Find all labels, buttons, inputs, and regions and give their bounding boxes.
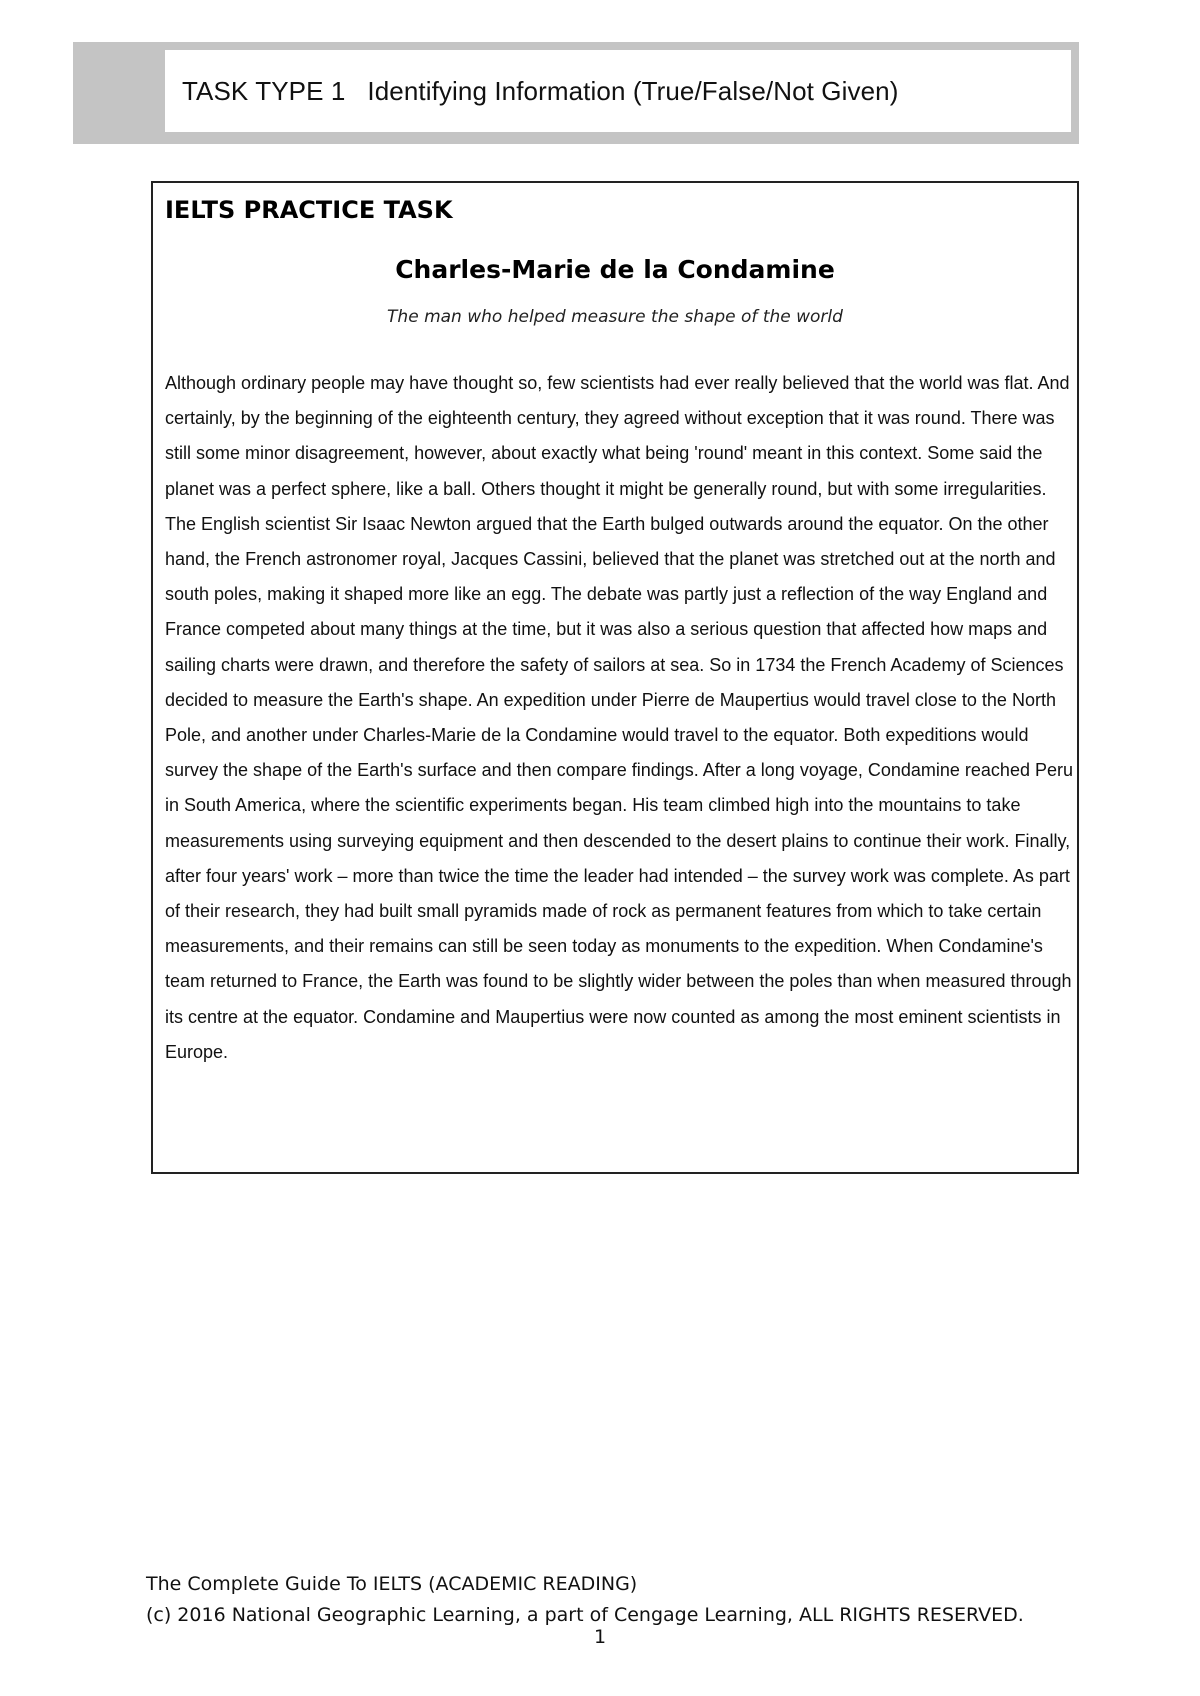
footer (146, 1569, 1024, 1631)
task-type-heading: TASK TYPE 1 Identifying Information (True/False/Not Given) (182, 75, 899, 106)
page-number: 1 (593, 1626, 607, 1648)
header-band (73, 42, 1079, 144)
header-box (165, 50, 1071, 132)
passage-body: Although ordinary people may have thought so, few scientists had ever really believed that the world was flat. And certainly, by the beginning of the eighteenth century, they agreed without exception that it was round. There was still some minor disagreement, however, about exactly what being 'round' meant in this context. Some said the planet was a perfect sphere, like a ball. Others thought it might be generally round, but with some irregularities. The English scientist Sir Isaac Newton argued that the Earth bulged outwards around the equator. On the other hand, the French astronomer royal, Jacques Cassini, believed that the planet was stretched out at the north and south poles, making it shaped more like an egg. The debate was partly just a reflection of the way England and France competed about many things at the time, but it was also a serious question that affected how maps and sailing charts were drawn, and therefore the safety of sailors at sea. So in 1734 the French Academy of Sciences decided to measure the Earth's shape. An expedition under Pierre de Maupertius would travel close to the North Pole, and another under Charles-Marie de la Condamine would travel to the equator. Both expeditions would survey the shape of the Earth's surface and then compare findings. After a long voyage, Condamine reached Peru in South America, where the scientific experiments began. His team climbed high into the mountains to take measurements using surveying equipment and then descended to the desert plains to continue their work. Finally, after four years' work – more than twice the time the leader had intended – the survey work was complete. As part of their research, they had built small pyramids made of rock as permanent features from which to take certain measurements, and their remains can still be seen today as monuments to the expedition. When Condamine's team returned to France, the Earth was found to be slightly wider between the poles than when measured through its centre at the equator. Condamine and Maupertius were now counted as among the most eminent scientists in Europe. (165, 373, 1073, 1062)
task-label: IELTS PRACTICE TASK (165, 196, 453, 224)
passage-title: Charles-Marie de la Condamine (395, 255, 835, 284)
footer-book-title: The Complete Guide To IELTS (ACADEMIC READING) (146, 1573, 638, 1595)
passage-subtitle: The man who helped measure the shape of the world (387, 307, 843, 327)
practice-task-box (151, 181, 1079, 1174)
footer-copyright: (c) 2016 National Geographic Learning, a part of Cengage Learning, ALL RIGHTS RESERVED. (146, 1604, 1024, 1626)
